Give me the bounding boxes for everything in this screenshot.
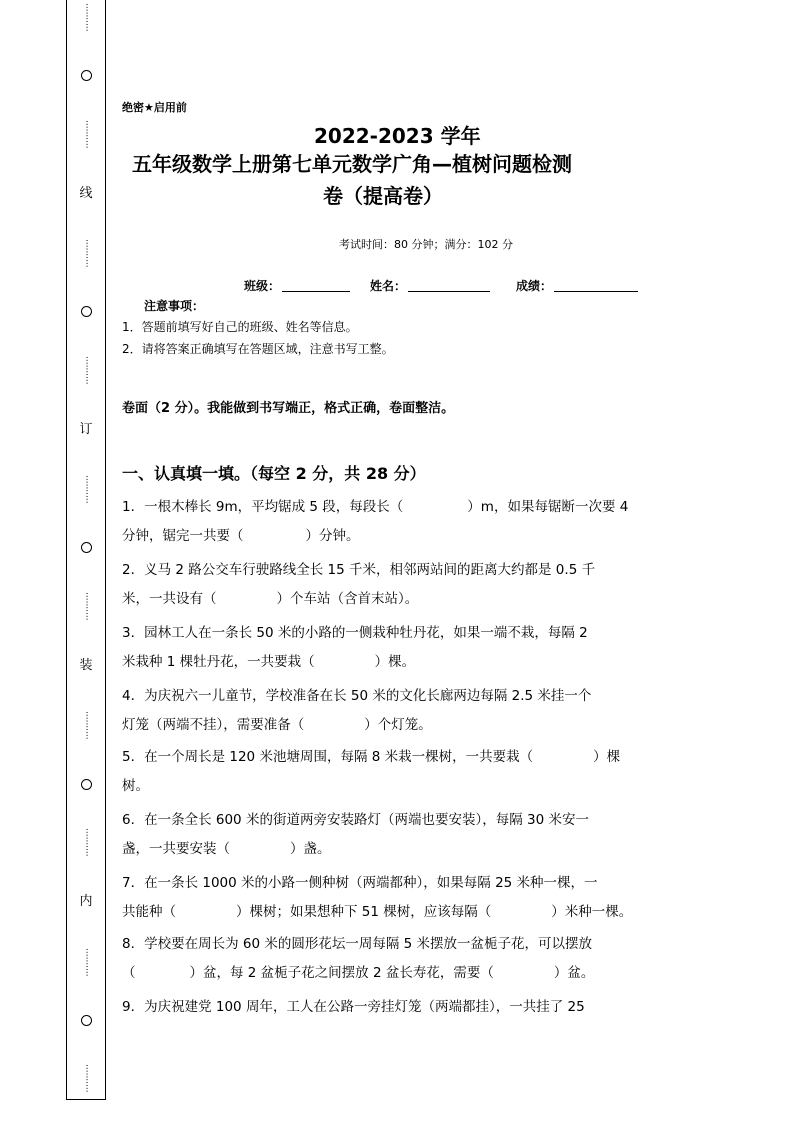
- class-field[interactable]: [244, 277, 350, 294]
- question-8: 8．学校要在周长为 60 米的圆形花坛一周每隔 5 米摆放一盆栀子花，可以摆放 （ ）盆，每 2 盆栀子花之间摆放 2 盆长寿花，需要（ ）盆。: [122, 936, 595, 981]
- exam-info: 考试时间：80 分钟；满分：102 分: [339, 238, 513, 251]
- class-label: 班级：: [244, 279, 281, 293]
- score-label: 成绩：: [516, 279, 553, 293]
- binding-char-inner: 内: [79, 894, 93, 910]
- binding-circle: [81, 542, 92, 553]
- confidential-label: 绝密★启用前: [122, 101, 187, 114]
- binding-dots: ··········: [81, 119, 91, 149]
- question-9: 9．为庆祝建党 100 周年，工人在公路一旁挂灯笼（两端都挂），一共挂了 25: [122, 999, 585, 1015]
- neatness-statement: 卷面（2 分）。我能做到书写端正，格式正确，卷面整洁。: [122, 401, 455, 416]
- notice-item: 1．答题前填写好自己的班级、姓名等信息。: [122, 320, 358, 334]
- class-blank[interactable]: [282, 279, 350, 292]
- name-label: 姓名：: [370, 279, 407, 293]
- notice-heading: 注意事项：: [144, 299, 205, 313]
- notice-item: 2．请将答案正确填写在答题区域，注意书写工整。: [122, 342, 394, 356]
- binding-char-bind: 装: [79, 657, 93, 673]
- binding-dots: ··········: [81, 591, 91, 621]
- binding-dots: ··········: [81, 355, 91, 385]
- binding-dots: ··········: [81, 239, 91, 268]
- binding-char-line: 线: [79, 185, 93, 201]
- binding-circle: [81, 779, 92, 790]
- binding-dots: ··········: [81, 828, 91, 857]
- binding-column: [67, 0, 105, 1099]
- question-4: 4．为庆祝六一儿童节，学校准备在长 50 米的文化长廊两边每隔 2.5 米挂一个 灯笼（两端不挂），需要准备（ ）个灯笼。: [122, 688, 592, 733]
- binding-margin: [66, 0, 106, 1100]
- binding-dots: ··········: [81, 711, 91, 741]
- name-field[interactable]: [370, 277, 490, 294]
- binding-dots: ··········: [81, 947, 91, 977]
- binding-dots: ··········: [81, 1064, 91, 1093]
- question-3: 3．园林工人在一条长 50 米的小路的一侧栽种牡丹花，如果一端不栽，每隔 2 米栽种 1 棵牡丹花，一共要栽（ ）棵。: [122, 625, 588, 670]
- binding-circle: [81, 70, 92, 81]
- binding-circle: [81, 306, 92, 317]
- question-2: 2．义马 2 路公交车行驶路线全长 15 千米，相邻两站间的距离大约都是 0.5 千 米，一共设有（ ）个车站（含首末站）。: [122, 562, 596, 607]
- name-blank[interactable]: [408, 279, 490, 292]
- binding-dots: ··········: [81, 3, 91, 32]
- question-6: 6．在一条全长 600 米的街道两旁安装路灯（两端也要安装），每隔 30 米安一 盏，一共要安装（ ）盏。: [122, 812, 589, 857]
- score-blank[interactable]: [554, 279, 638, 292]
- score-field[interactable]: [516, 277, 638, 294]
- question-7: 7．在一条长 1000 米的小路一侧种树（两端都种），如果每隔 25 米种一棵，一 共能种（ ）棵树；如果想种下 51 棵树，应该每隔（ ）米种一棵。: [122, 875, 633, 920]
- question-5: 5．在一个周长是 120 米池塘周围，每隔 8 米栽一棵树，一共要栽（ ）棵 树。: [122, 749, 621, 794]
- binding-char-staple: 订: [79, 421, 93, 437]
- section-heading: 一、认真填一填。（每空 2 分，共 28 分）: [122, 464, 426, 483]
- question-1: 1．一根木棒长 9m，平均锯成 5 段，每段长（ ）m，如果每锯断一次要 4 分钟，锯完一共要（ ）分钟。: [122, 499, 629, 544]
- binding-dots: ··········: [81, 475, 91, 504]
- binding-circle: [81, 1015, 92, 1026]
